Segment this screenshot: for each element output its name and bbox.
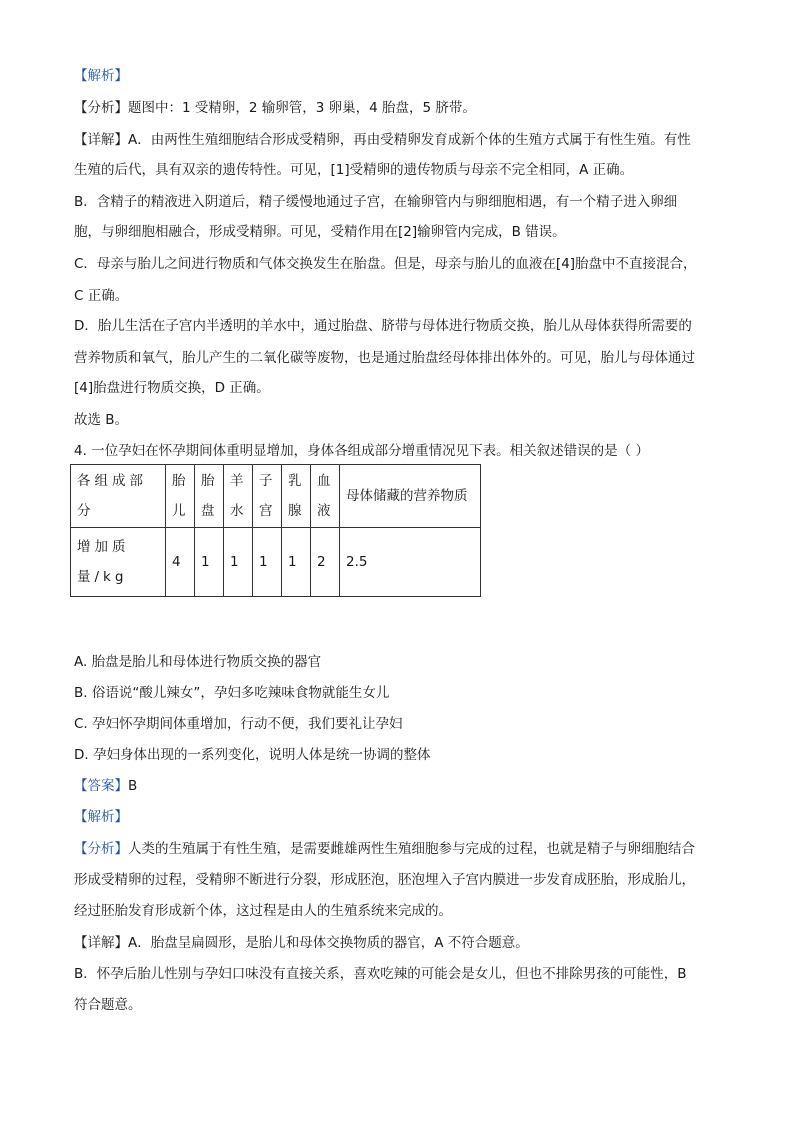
table-cell: 子宫 — [253, 465, 282, 528]
detail-text: A．由两性生殖细胞结合形成受精卵，再由受精卵发育成新个体的生殖方式属于有性生殖。有性 — [128, 132, 691, 148]
option-b: B. 俗语说“酸儿辣女”，孕妇多吃辣味食物就能生女儿 — [74, 685, 390, 701]
option-d: D. 孕妇身体出现的一系列变化，说明人体是统一协调的整体 — [74, 747, 431, 763]
detail-text: C．母亲与胎儿之间进行物质和气体交换发生在胎盘。但是，母亲与胎儿的血液在[4]胎盘中不直接混合， — [74, 256, 697, 272]
answer-label: 【答案】 — [74, 778, 128, 794]
answer-value: B — [128, 778, 138, 794]
fenxi-label: 【分析】 — [74, 100, 128, 116]
table-cell: 2.5 — [340, 528, 481, 597]
table-cell: 母体储藏的营养物质 — [340, 465, 481, 528]
table-cell: 1 — [224, 528, 253, 597]
option-a: A. 胎盘是胎儿和母体进行物质交换的器官 — [74, 654, 322, 670]
detail-line — [74, 933, 724, 953]
conclusion-text: 故选 B。 — [74, 412, 129, 428]
table-cell: 1 — [195, 528, 224, 597]
table-row — [71, 528, 481, 597]
table-cell: 血液 — [311, 465, 340, 528]
table-cell: 乳腺 — [282, 465, 311, 528]
option-c: C. 孕妇怀孕期间体重增加，行动不便，我们要礼让孕妇 — [74, 716, 403, 732]
detail-text: A．胎盘呈扁圆形，是胎儿和母体交换物质的器官，A 不符合题意。 — [128, 935, 529, 951]
question-stem: 4. 一位孕妇在怀孕期间体重明显增加，身体各组成部分增重情况见下表。相关叙述错误的是（ ） — [74, 443, 649, 459]
detail-text: B．含精子的精液进入阴道后，精子缓慢地通过子宫，在输卵管内与卵细胞相遇，有一个精子进入卵细 — [74, 194, 678, 210]
detail-text: 符合题意。 — [74, 997, 142, 1013]
detail-line — [74, 130, 724, 150]
table-cell: 1 — [282, 528, 311, 597]
answer-line — [74, 776, 724, 796]
table-cell: 1 — [253, 528, 282, 597]
detail-text: B．怀孕后胎儿性别与孕妇口味没有直接关系，喜欢吃辣的可能会是女儿，但也不排除男孩的可能性，B — [74, 966, 687, 982]
analysis-line — [74, 839, 724, 859]
analysis-text: 人类的生殖属于有性生殖，是需要雌雄两性生殖细胞参与完成的过程，也就是精子与卵细胞结合 — [128, 841, 695, 857]
detail-text: 生殖的后代，具有双亲的遗传特性。可见，[1]受精卵的遗传物质与母亲不完全相同，A 正确。 — [74, 162, 634, 178]
xiangjie-label: 【详解】 — [74, 935, 128, 951]
table-cell: 羊水 — [224, 465, 253, 528]
table-row — [71, 465, 481, 528]
table-cell: 4 — [166, 528, 195, 597]
fenxi-text: 题图中：1 受精卵，2 输卵管，3 卵巢，4 胎盘，5 脐带。 — [128, 100, 476, 116]
analysis-text: 形成受精卵的过程，受精卵不断进行分裂，形成胚泡，胚泡埋入子宫内膜进一步发育成胚胎，形成胎儿， — [74, 872, 695, 888]
detail-text: [4]胎盘进行物质交换，D 正确。 — [74, 380, 270, 396]
table-cell: 增加质量/kg — [71, 528, 166, 597]
fenxi-label: 【分析】 — [74, 841, 128, 857]
detail-text: 营养物质和氧气，胎儿产生的二氧化碳等废物，也是通过胎盘经母体排出体外的。可见，胎儿与母体通过 — [74, 350, 695, 366]
analysis-text: 经过胚胎发育形成新个体，这过程是由人的生殖系统来完成的。 — [74, 903, 452, 919]
xiangjie-label: 【详解】 — [74, 132, 128, 148]
detail-text: C 正确。 — [74, 288, 129, 304]
detail-text: 胞，与卵细胞相融合，形成受精卵。可见，受精作用在[2]输卵管内完成，B 错误。 — [74, 224, 566, 240]
analysis-label: 【解析】 — [74, 809, 128, 825]
table-cell: 胎儿 — [166, 465, 195, 528]
analysis-label: 【解析】 — [74, 68, 128, 84]
weight-gain-table — [70, 464, 481, 597]
detail-text: D．胎儿生活在子宫内半透明的羊水中，通过胎盘、脐带与母体进行物质交换，胎儿从母体获得所需要的 — [74, 318, 692, 334]
table-cell: 各组成部分 — [71, 465, 166, 528]
table-cell: 2 — [311, 528, 340, 597]
table-cell: 胎盘 — [195, 465, 224, 528]
analysis-line — [74, 98, 724, 118]
